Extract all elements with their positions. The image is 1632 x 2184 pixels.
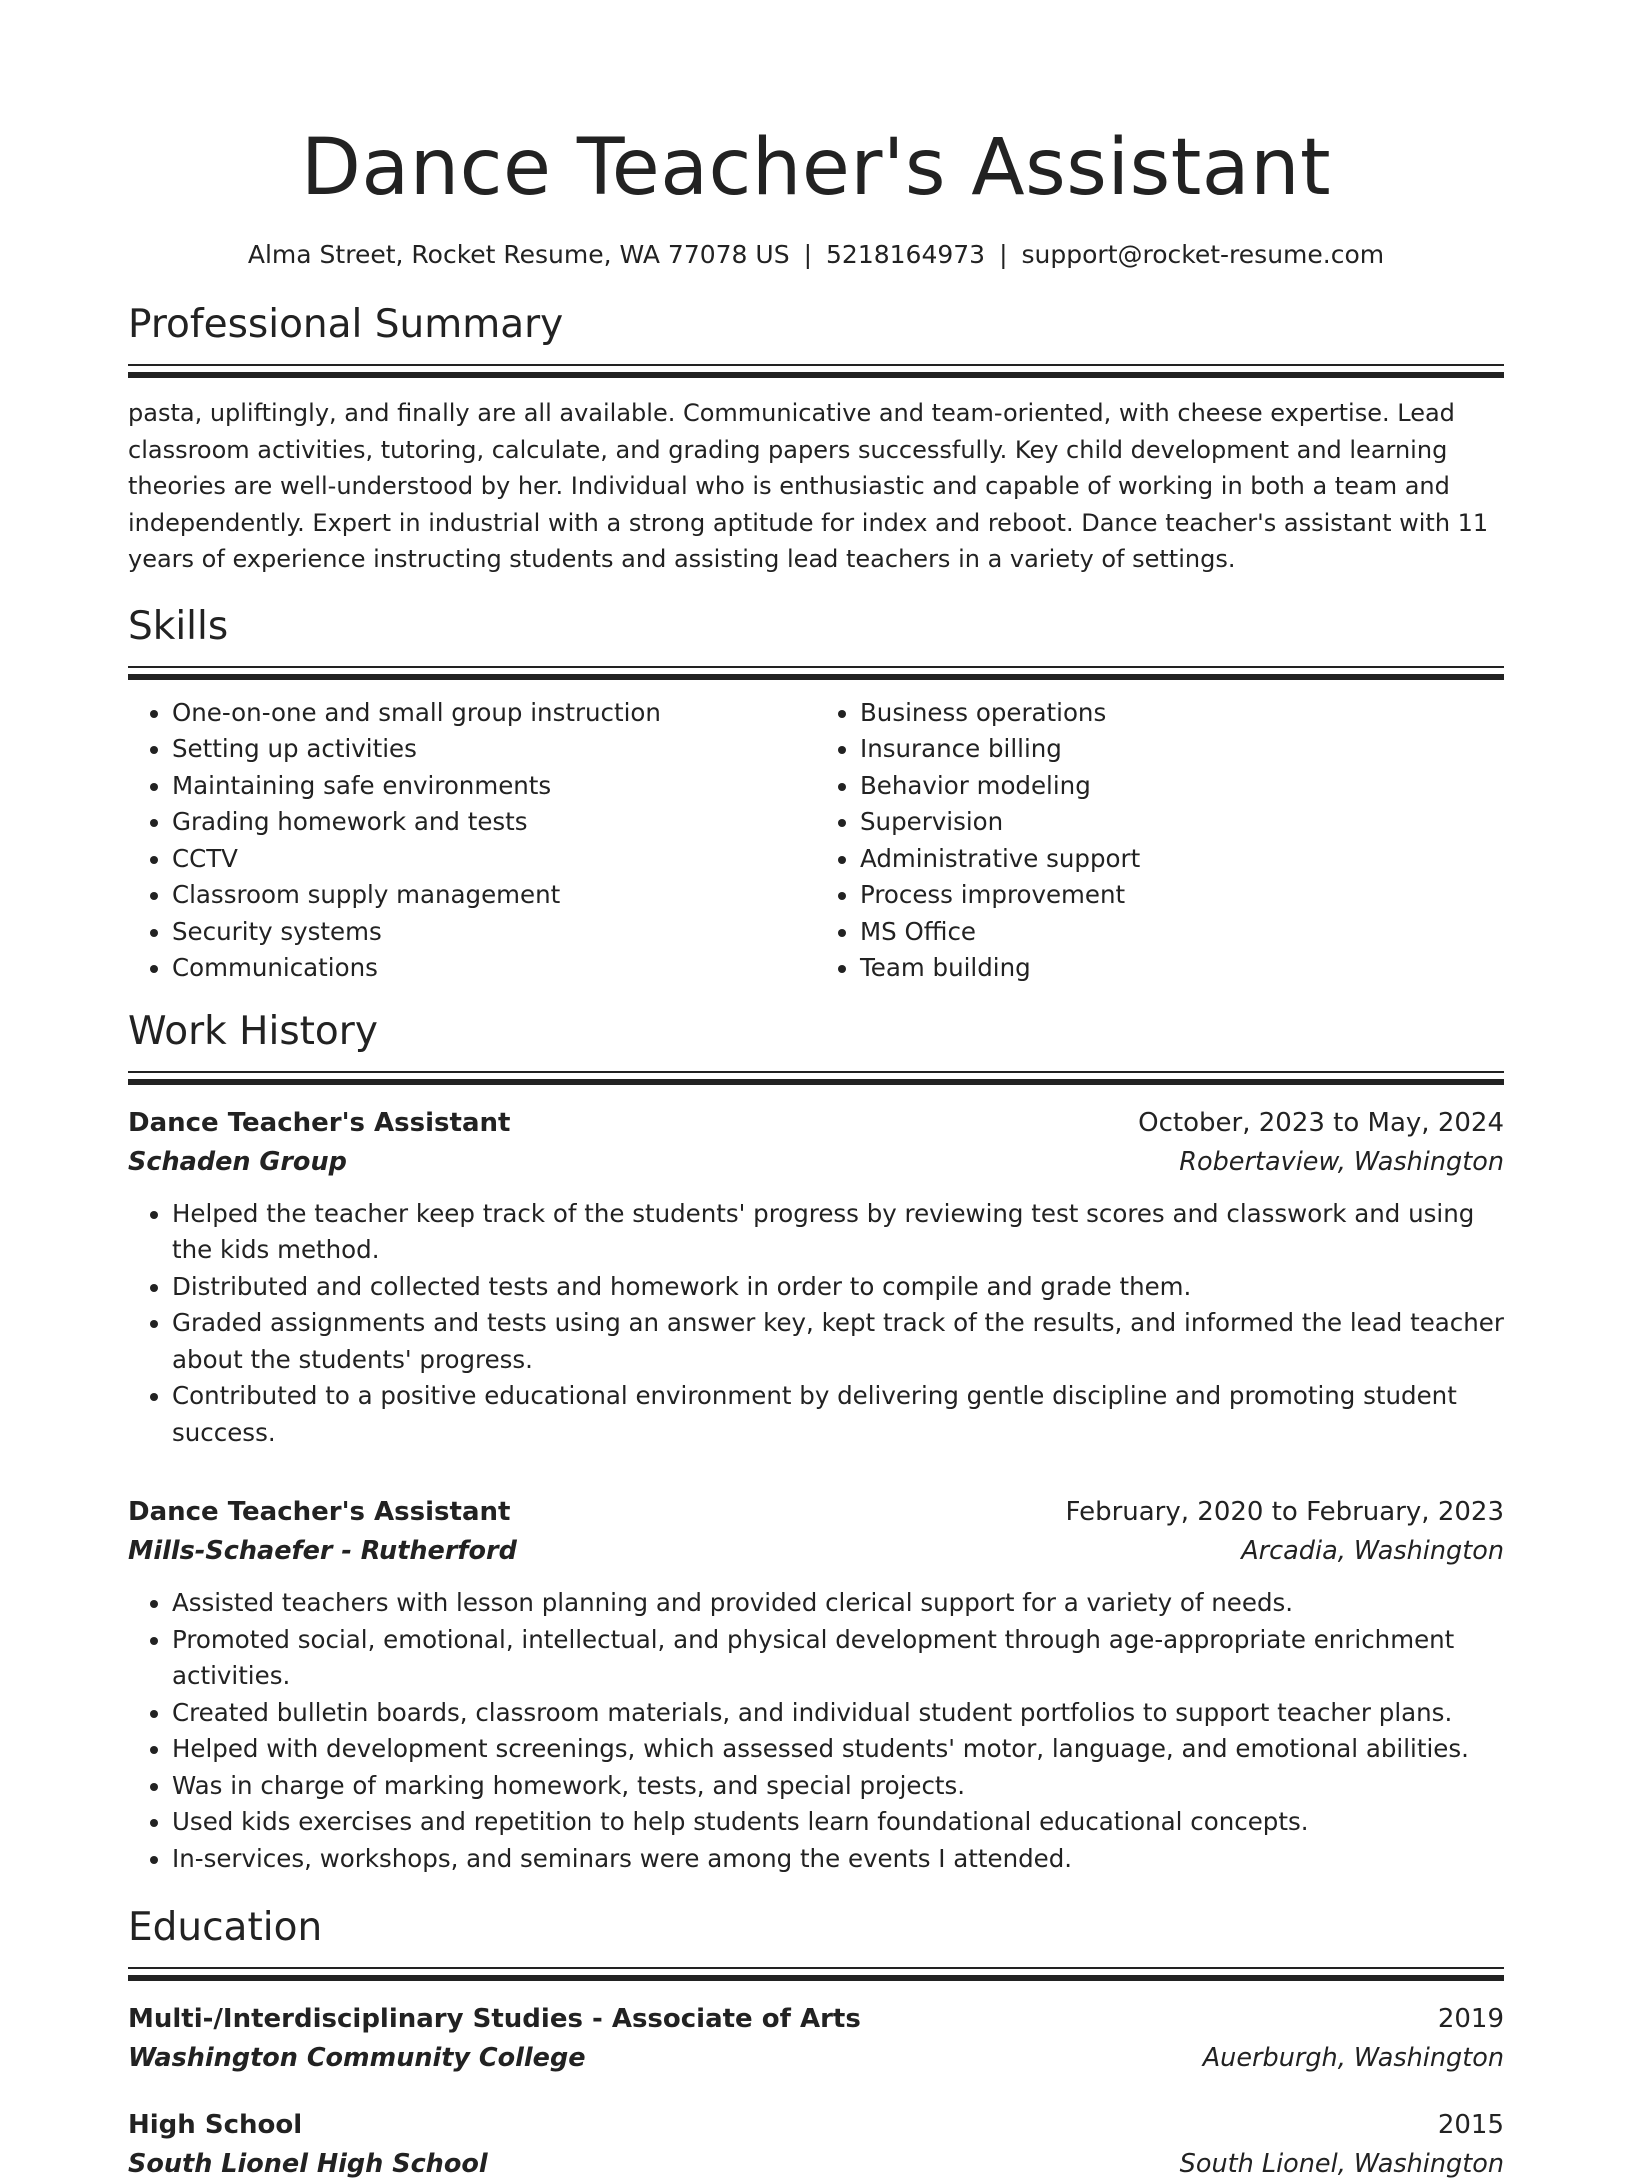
section-title-skills: Skills: [128, 603, 229, 649]
education-section: [128, 1905, 1504, 2184]
skills-list-right: [816, 695, 1504, 987]
skills-columns: [128, 695, 1504, 987]
education-entry: [128, 2106, 1504, 2184]
skill-item: • Process improvement: [860, 877, 1504, 914]
skill-item: • Administrative support: [860, 841, 1504, 878]
summary-section: [128, 302, 1504, 578]
skill-item: • Business operations: [860, 695, 1504, 732]
skill-item: • Insurance billing: [860, 731, 1504, 768]
education-year: 2019: [1437, 2004, 1504, 2034]
section-title-summary: Professional Summary: [128, 302, 564, 347]
contact-separator: |: [999, 240, 1008, 269]
job-bullets: [128, 1196, 1504, 1452]
job-title: Dance Teacher's Assistant: [128, 1497, 511, 1527]
skill-item: • Classroom supply management: [172, 877, 816, 914]
skill-item: • Communications: [172, 950, 816, 987]
job-bullet: • Distributed and collected tests and homework in order to compile and grade them.: [172, 1269, 1504, 1306]
job-header-row: [128, 1104, 1504, 1142]
job-bullets: [128, 1585, 1504, 1877]
resume-name: Dance Teacher's Assistant: [300, 123, 1332, 213]
job-dates: February, 2020 to February, 2023: [1065, 1497, 1504, 1527]
education-header-row: [128, 2000, 1504, 2038]
job-bullet: • Helped the teacher keep track of the students' progress by reviewing test scores and classwork and using the kids method.: [172, 1196, 1504, 1269]
job-location: Robertaview, Washington: [1179, 1146, 1504, 1177]
job-bullet: • Was in charge of marking homework, tests, and special projects.: [172, 1768, 1504, 1805]
education-school: South Lionel High School: [128, 2149, 488, 2179]
summary-text: pasta, upliftingly, and finally are all available. Communicative and team-oriented, with cheese expertise. Lead classroom activities, tutoring, calculate, and grading papers successfully. Key child development and learning theories are well-understood by her. Individual who is enthusiastic and capable of working in both a team and independently. Expert in industrial with a strong aptitude for index and reboot. Dance teacher's assistant with 11 years of experience instructing students and assisting lead teachers in a variety of settings.: [128, 399, 1489, 573]
job-title: Dance Teacher's Assistant: [128, 1107, 511, 1138]
skills-section: [128, 604, 1504, 987]
skill-item: • Security systems: [172, 914, 816, 951]
education-location: Auerburgh, Washington: [1202, 2043, 1504, 2073]
section-divider: [128, 666, 1504, 681]
contact-address: Alma Street, Rocket Resume, WA 77078 US: [247, 240, 790, 269]
job-bullet: • Graded assignments and tests using an answer key, kept track of the results, and informed the lead teacher about the students' progress.: [172, 1305, 1504, 1378]
skill-item: • Behavior modeling: [860, 768, 1504, 805]
section-divider: [128, 1071, 1504, 1086]
job-entry: [128, 1104, 1504, 1452]
job-company: Schaden Group: [128, 1146, 347, 1177]
job-bullet: • In-services, workshops, and seminars were among the events I attended.: [172, 1841, 1504, 1878]
skill-item: • One-on-one and small group instruction: [172, 695, 816, 732]
contact-separator: |: [803, 240, 813, 269]
education-year: 2015: [1437, 2110, 1504, 2140]
job-bullet: • Helped with development screenings, which assessed students' motor, language, and emotional abilities.: [172, 1731, 1504, 1768]
skill-item: • Supervision: [860, 804, 1504, 841]
job-entry: [128, 1493, 1504, 1877]
section-divider: [128, 1967, 1504, 1982]
section-title-work: Work History: [128, 1008, 378, 1054]
skill-item: • CCTV: [172, 841, 816, 878]
job-location: Arcadia, Washington: [1241, 1536, 1504, 1566]
contact-line: [128, 238, 1504, 272]
education-school-row: [128, 2038, 1504, 2078]
job-bullet: • Contributed to a positive educational environment by delivering gentle discipline and promoting student success.: [172, 1378, 1504, 1451]
job-bullet: • Created bulletin boards, classroom materials, and individual student portfolios to support teacher plans.: [172, 1695, 1504, 1732]
work-section: [128, 1009, 1504, 1878]
skill-item: • Maintaining safe environments: [172, 768, 816, 805]
job-company-row: [128, 1142, 1504, 1182]
job-bullet: • Assisted teachers with lesson planning and provided clerical support for a variety of needs.: [172, 1585, 1504, 1622]
job-header-row: [128, 1493, 1504, 1531]
education-degree: Multi-/Interdisciplinary Studies - Associate of Arts: [128, 2004, 861, 2034]
job-bullet: • Used kids exercises and repetition to help students learn foundational educational concepts.: [172, 1804, 1504, 1841]
skill-item: • Team building: [860, 950, 1504, 987]
job-company: Mills-Schaefer - Rutherford: [128, 1536, 517, 1566]
contact-phone: 5218164973: [826, 240, 986, 269]
education-entry: [128, 2000, 1504, 2078]
education-degree: High School: [128, 2110, 303, 2140]
skill-item: • Grading homework and tests: [172, 804, 816, 841]
education-location: South Lionel, Washington: [1179, 2149, 1504, 2179]
contact-email: support@rocket-resume.com: [1021, 240, 1385, 269]
skill-item: • Setting up activities: [172, 731, 816, 768]
education-school-row: [128, 2144, 1504, 2184]
skill-item: • MS Office: [860, 914, 1504, 951]
section-divider: [128, 364, 1504, 379]
skills-list-left: [128, 695, 816, 987]
job-company-row: [128, 1531, 1504, 1571]
section-title-education: Education: [128, 1905, 323, 1950]
job-dates: October, 2023 to May, 2024: [1138, 1107, 1504, 1138]
job-bullet: • Promoted social, emotional, intellectual, and physical development through age-appropriate enrichment activities.: [172, 1622, 1504, 1695]
education-school: Washington Community College: [128, 2043, 586, 2073]
